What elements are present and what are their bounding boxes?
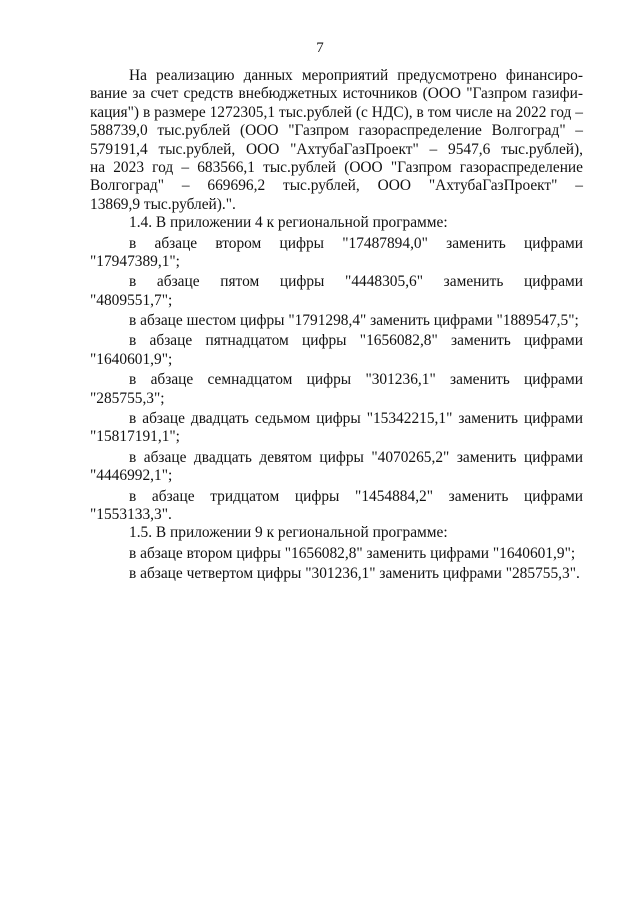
page-number: 7	[316, 40, 324, 56]
financing-paragraph-line-5: 579191,4 тыс.рублей, ООО "АхтубаГазПроект" – 9547,6 тыс.рублей),	[90, 140, 583, 158]
section-1-5-heading: 1.5. В приложении 9 к региональной программе:	[129, 524, 448, 542]
financing-paragraph-line-4: 588739,0 тыс.рублей (ООО "Газпром газораспределение Волгоград" –	[90, 122, 583, 140]
amendment-item-line: "285755,3";	[90, 389, 165, 407]
amendment-item-line: "1640601,9";	[90, 350, 173, 368]
amendment-item-line: в абзаце втором цифры "17487894,0" заменить цифрами	[129, 234, 583, 252]
financing-paragraph-line-2: вание за счет средств внебюджетных источников (ООО "Газпром газифи-	[90, 85, 583, 103]
financing-paragraph-line-7: Волгоград" – 669696,2 тыс.рублей, ООО "АхтубаГазПроект" –	[90, 177, 583, 195]
financing-paragraph-line-8: 13869,9 тыс.рублей).".	[90, 195, 236, 213]
financing-paragraph-line-3: кация") в размере 1272305,1 тыс.рублей (с НДС), в том числе на 2022 год –	[90, 103, 583, 121]
financing-paragraph-line-1: На реализацию данных мероприятий предусмотрено финансиро-	[129, 67, 583, 84]
amendment-item-line: в абзаце двадцать седьмом цифры "15342215,1" заменить цифрами	[129, 410, 583, 428]
amendment-item-line: в абзаце шестом цифры "1791298,4" заменить цифрами "1889547,5";	[129, 312, 579, 330]
amendment-item-line: в абзаце пятнадцатом цифры "1656082,8" заменить цифрами	[129, 332, 583, 350]
financing-paragraph-line-6: на 2023 год – 683566,1 тыс.рублей (ООО "Газпром газораспределение	[90, 158, 583, 176]
amendment-item-line: в абзаце семнадцатом цифры "301236,1" заменить цифрами	[129, 371, 583, 389]
amendment-item-line: в абзаце четвертом цифры "301236,1" заменить цифрами "285755,3".	[129, 565, 580, 583]
document-body	[90, 67, 583, 584]
amendment-item-line: "17947389,1";	[90, 252, 180, 270]
amendment-item-line: в абзаце пятом цифры "4448305,6" заменить цифрами	[129, 273, 583, 291]
amendment-item-line: "4809551,7";	[90, 291, 173, 309]
section-1-4-heading: 1.4. В приложении 4 к региональной программе:	[129, 214, 448, 232]
amendment-item-line: "4446992,1";	[90, 467, 173, 485]
amendment-item-line: в абзаце втором цифры "1656082,8" заменить цифрами "1640601,9";	[129, 544, 576, 562]
amendment-item-line: в абзаце тридцатом цифры "1454884,2" заменить цифрами	[129, 487, 583, 505]
amendment-item-line: "1553133,3".	[90, 505, 172, 523]
amendment-item-line: "15817191,1";	[90, 428, 180, 446]
amendment-item-line: в абзаце двадцать девятом цифры "4070265,2" заменить цифрами	[129, 448, 583, 466]
